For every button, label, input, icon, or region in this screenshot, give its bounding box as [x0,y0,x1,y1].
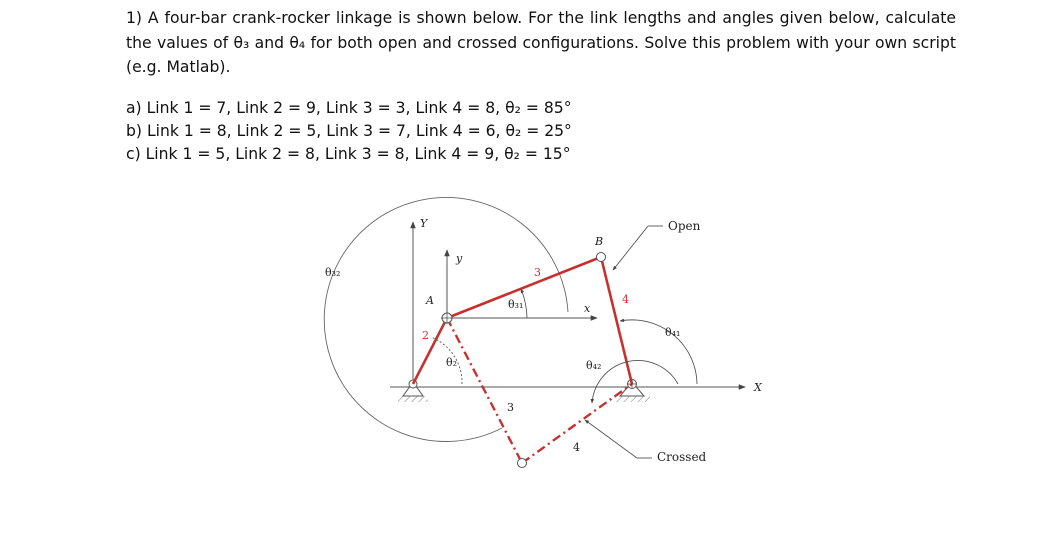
label-B: B [595,235,604,248]
link-4-open [601,257,632,384]
link-3-open [447,257,601,318]
part-c: c) Link 1 = 5, Link 2 = 8, Link 3 = 8, Link 4 = 9, θ₂ = 15° [126,145,571,163]
link-2 [413,318,447,384]
theta41-arc [620,320,697,384]
label-theta2: θ₂ [446,356,458,369]
label-theta32: θ₃₂ [325,266,341,279]
label-theta41: θ₄₁ [665,326,681,339]
label-theta31: θ₃₁ [508,298,524,311]
part-b: b) Link 1 = 8, Link 2 = 5, Link 3 = 7, Link 4 = 6, θ₂ = 25° [126,122,572,140]
joint-b-open [597,253,606,262]
label-link3-crossed: 3 [507,401,514,414]
label-y: y [456,252,463,265]
part-a: a) Link 1 = 7, Link 2 = 9, Link 3 = 3, Link 4 = 8, θ₂ = 85° [126,99,572,117]
label-link4-crossed: 4 [573,441,580,454]
label-x: x [584,302,591,315]
label-link4-open: 4 [622,293,629,306]
label-crossed: Crossed [657,450,707,464]
label-open: Open [668,219,701,233]
joint-b-crossed [518,459,527,468]
label-link3-open: 3 [534,266,541,279]
label-link2: 2 [422,329,429,342]
label-Y: Y [420,217,428,230]
label-theta42: θ₄₂ [586,359,602,372]
problem-text: 1) A four-bar crank-rocker linkage is shown below. For the link lengths and angles given below, calculate the values of θ₃ and θ₄ for both open and crossed configurations. Solve this problem with your own script (e.g. Matlab). [126,9,956,76]
label-A: A [426,294,434,307]
label-X: X [754,381,762,394]
